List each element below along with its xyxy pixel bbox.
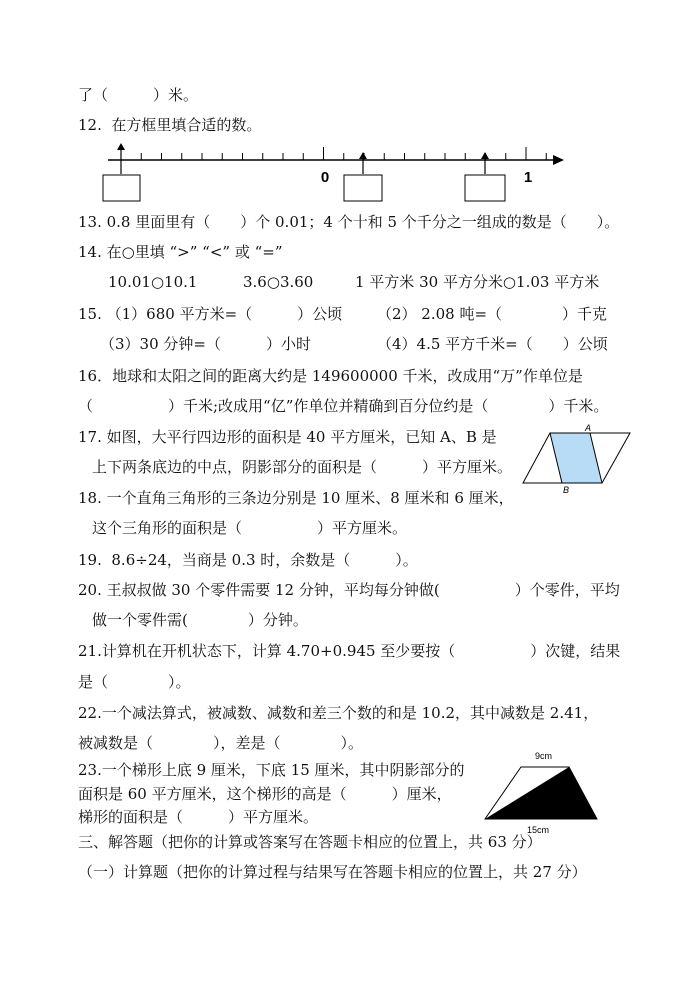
question-12: 12. 在方框里填合适的数。 xyxy=(78,116,262,134)
question-22-line-2: 被减数是（ ），差是（ ）。 xyxy=(78,734,364,752)
question-16-line-2: （ ）千米;改成用“亿”作单位并精确到百分位约是（ ）千米。 xyxy=(78,397,609,415)
question-19: 19. 8.6÷24，当商是 0.3 时，余数是（ ）。 xyxy=(78,551,418,569)
question-23-line-2: 面积是 60 平方厘米，这个梯形的高是（ ）厘米， xyxy=(78,785,452,803)
section-3-sub-heading: （一）计算题（把你的计算过程与结果写在答题卡相应的位置上，共 27 分） xyxy=(78,863,587,881)
question-20: 20. 王叔叔做 30 个零件需要 12 分钟，平均每分钟做( ）个零件，平均 xyxy=(78,581,620,599)
question-15-part-1: 15. （1）680 平方米=（ ）公顷 xyxy=(78,305,343,323)
question-18: 18. 一个直角三角形的三条边分别是 10 厘米、8 厘米和 6 厘米， xyxy=(78,489,514,507)
question-15-part-4: （4）4.5 平方千米=（ ）公顷 xyxy=(377,335,608,353)
question-23-line-3: 梯形的面积是（ ）平方厘米。 xyxy=(78,808,319,826)
parallelogram-figure xyxy=(522,423,632,495)
label-top: 9cm xyxy=(535,751,553,761)
question-14-item-c: 1 平方米 30 平方分米○1.03 平方米 xyxy=(355,273,600,291)
question-14-item-b: 3.6○3.60 xyxy=(243,273,314,291)
question-21-line-2: 是（ ）。 xyxy=(78,673,191,691)
question-16: 16．地球和太阳之间的距离大约是 149600000 千米，改成用“万”作单位是 xyxy=(78,367,583,385)
label-zero: 0 xyxy=(320,169,330,186)
label-bottom: 15cm xyxy=(527,825,550,835)
number-line-figure xyxy=(98,140,568,202)
label-b: B xyxy=(563,485,570,495)
question-17-line-2: 上下两条底边的中点，阴影部分的面积是（ ）平方厘米。 xyxy=(92,458,513,476)
question-18-line-2: 这个三角形的面积是（ ）平方厘米。 xyxy=(92,519,408,537)
question-20-line-2: 做一个零件需( ）分钟。 xyxy=(92,611,308,629)
shaded-triangle xyxy=(485,767,597,819)
question-14: 14. 在○里填 “>” “<” 或 “=” xyxy=(78,243,283,261)
question-21: 21.计算机在开机状态下，计算 4.70+0.945 至少要按（ ）次键，结果 xyxy=(78,642,621,660)
section-3-heading: 三、解答题（把你的计算或答案写在答题卡相应的位置上，共 63 分） xyxy=(78,833,542,851)
question-13: 13. 0.8 里面里有（ ）个 0.01；4 个十和 5 个千分之一组成的数是（ ）。 xyxy=(78,213,620,231)
shaded-region xyxy=(550,433,602,483)
number-line-arrow xyxy=(553,155,564,165)
answer-box-2[interactable] xyxy=(344,175,382,201)
answer-box-3[interactable] xyxy=(465,175,505,201)
question-17: 17. 如图，大平行四边形的面积是 40 平方厘米，已知 A、B 是 xyxy=(78,428,497,446)
question-14-item-a: 10.01○10.1 xyxy=(108,273,198,291)
question-15-part-2: （2） 2.08 吨=（ ）千克 xyxy=(377,305,608,323)
label-a: A xyxy=(585,423,592,433)
answer-box-1[interactable] xyxy=(103,175,140,201)
question-22: 22.一个减法算式，被减数、减数和差三个数的和是 10.2，其中减数是 2.41， xyxy=(78,704,599,722)
question-15-part-3: （3）30 分钟=（ ）小时 xyxy=(100,335,311,353)
label-one: 1 xyxy=(523,169,533,186)
trapezoid-figure xyxy=(483,747,603,842)
line-continuation: 了（ ）米。 xyxy=(78,86,199,104)
question-23: 23.一个梯形上底 9 厘米，下底 15 厘米，其中阴影部分的 xyxy=(78,761,465,779)
